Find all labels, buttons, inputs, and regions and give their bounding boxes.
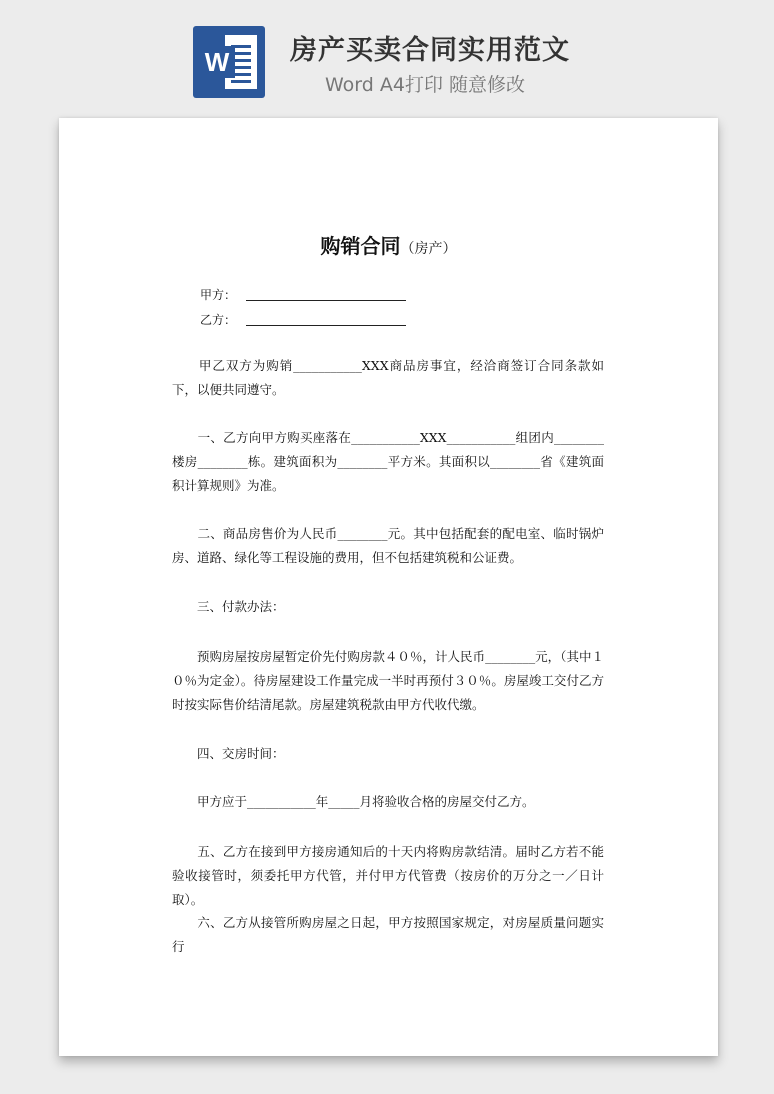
word-icon [193,26,265,98]
party-a-blank [246,300,406,301]
paragraph-article-6: 六、乙方从接管所购房屋之日起，甲方按照国家规定，对房屋质量问题实行 [172,915,604,954]
party-b-row [200,311,406,328]
party-b-blank [246,325,406,326]
paragraph-payment: 预购房屋按房屋暂定价先付购房款４０％，计人民币________元，（其中１０％为定金）。待房屋建设工作量完成一半时再预付３０％。房屋竣工交付乙方时按实际售价结清尾款。房屋建筑税款由甲方代收代缴。 [172,649,604,712]
paragraph-article-5: 五、乙方在接到甲方接房通知后的十天内将购房款结清。届时乙方若不能验收接管时，须委托甲方代管，并付甲方代管费（按房价的万分之一／日计取）。 [172,844,604,907]
party-a-label: 甲方： [200,288,237,302]
paragraph-article-2: 二、商品房售价为人民币________元。其中包括配套的配电室、临时锅炉房、道路、绿化等工程设施的费用，但不包括建筑税和公证费。 [172,526,604,565]
paragraph-intro: 甲乙双方为购销___________XXX商品房事宜，经洽商签订合同条款如下，以便共同遵守。 [172,358,604,397]
document-title [59,230,718,259]
word-letter: W [199,46,235,78]
paragraph-article-4: 四、交房时间： [172,746,285,761]
header-subtitle: Word A4打印 随意修改 [325,74,526,96]
party-b-label: 乙方： [200,313,237,327]
party-a-row [200,286,406,303]
document-page [59,118,718,1056]
paragraph-article-1: 一、乙方向甲方购买座落在___________XXX___________组团内________楼房________栋。建筑面积为________平方米。其面积以________省《建筑面积计算规则》为准。 [172,430,604,493]
page-header [0,0,774,118]
paragraph-article-3: 三、付款办法： [172,599,285,614]
document-title-note: （房产） [400,241,457,257]
header-title: 房产买卖合同实用范文 [290,35,570,66]
paragraph-delivery: 甲方应于___________年_____月将验收合格的房屋交付乙方。 [172,794,535,809]
document-title-text: 购销合同 [320,234,401,258]
